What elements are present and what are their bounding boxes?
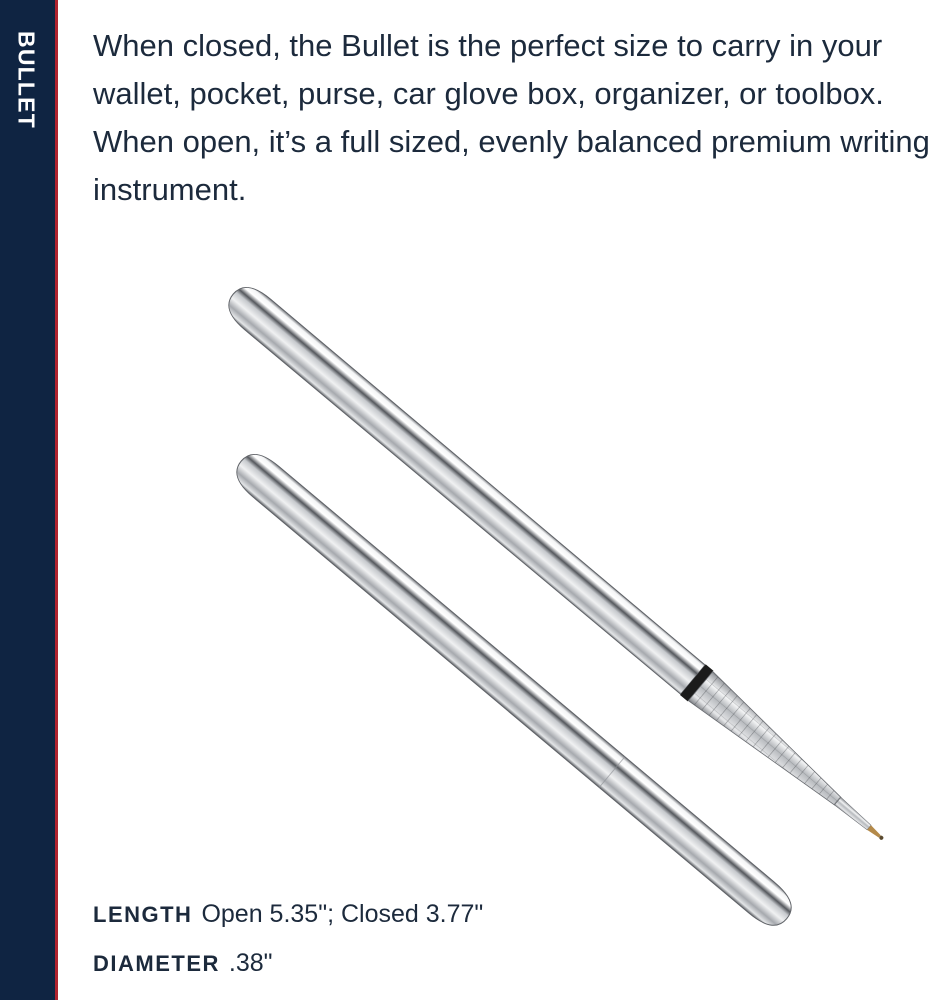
spec-diameter-label: DIAMETER <box>93 951 220 976</box>
spec-length <box>93 900 483 929</box>
product-description: When closed, the Bullet is the perfect size to carry in your wallet, pocket, purse, car glove box, organizer, or toolbox. When open, it’s a full sized, evenly balanced premium writing instrument. <box>93 28 930 207</box>
spec-diameter <box>93 949 273 978</box>
spec-diameter-value: .38" <box>228 949 273 977</box>
open-pen <box>220 279 895 855</box>
spec-length-label: LENGTH <box>93 902 193 927</box>
spec-length-value: Open 5.35"; Closed 3.77" <box>201 900 484 928</box>
sidebar-title: BULLET <box>13 31 40 129</box>
